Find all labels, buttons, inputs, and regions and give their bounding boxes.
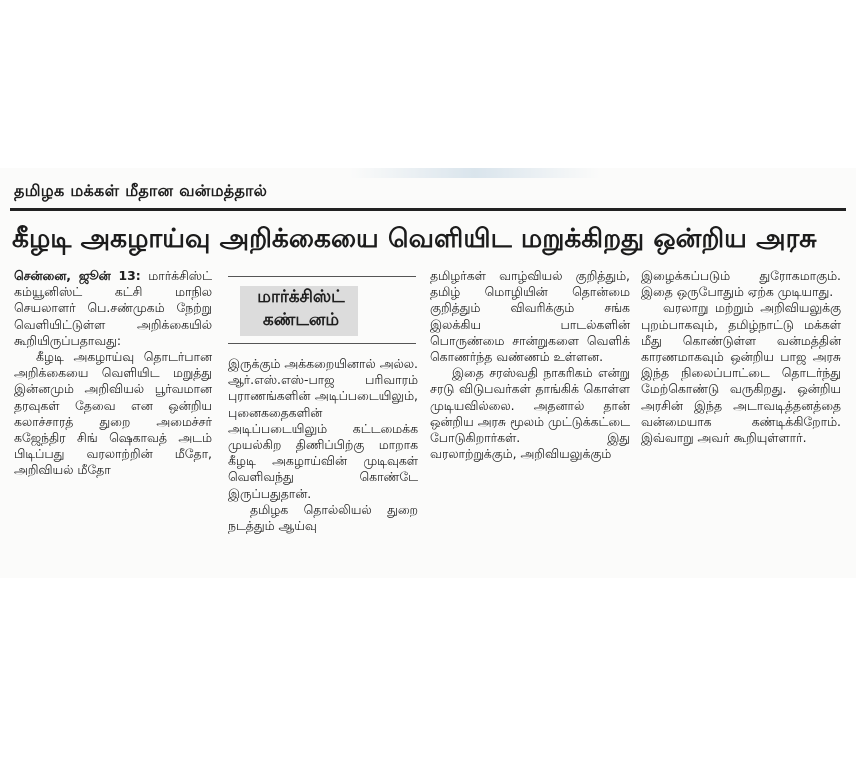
highlight-box bbox=[228, 276, 416, 344]
intro-text: மார்க்சிஸ்ட் கம்யூனிஸ்ட் கட்சி மாநில செயலாளர் பெ.சண்முகம் நேற்று வெளியிட்டுள்ள அறிக்கையில் கூறியிருப்பதாவது: bbox=[14, 268, 212, 348]
paragraph-3: இருக்கும் அக்கறையினால் அல்ல. ஆர்.எஸ்.எஸ்-பாஜ பரிவாரம் புராணங்களின் அடிப்படையிலும், புனைகதைகளின் அடிப்படையிலும் கட்டமைக்க முயல்கிற திணிப்பிற்கு மாறாக கீழடி அகழாய்வின் முடிவுகள் வெளிவந்து கொண்டே இருப்பதுதான். bbox=[228, 356, 418, 501]
column-2 bbox=[228, 356, 418, 534]
paragraph-2: கீழடி அகழாய்வு தொடர்பான அறிக்கையை வெளியிட மறுத்து இன்னமும் அறிவியல் பூர்வமான தரவுகள் தேவை என ஒன்றிய கலாச்சாரத் துறை அமைச்சர் கஜேந்திர சிங் ஷெகாவத் அடம் பிடிப்பது வரலாற்றின் மீதோ, அறிவியல் மீதோ bbox=[14, 349, 212, 478]
paragraph-4: தமிழக தொல்லியல் துறை நடத்தும் ஆய்வு bbox=[228, 501, 418, 534]
headline: கீழடி அகழாய்வு அறிக்கையை வெளியிட மறுக்கிறது ஒன்றிய அரசு bbox=[12, 224, 817, 254]
paragraph-6: இதை சரஸ்வதி நாகரிகம் என்று சரடு விடுபவர்கள் தாங்கிக் கொள்ள முடியவில்லை. அதனால் தான் ஒன்றிய அரசு மூலம் முட்டுக்கட்டை போடுகிறார்கள். இது வரலாற்றுக்கும், அறிவியலுக்கும் bbox=[430, 365, 630, 462]
column-4 bbox=[641, 268, 841, 446]
paragraph-7: இழைக்கப்படும் துரோகமாகும். இதை ஒருபோதும் ஏற்க முடியாது. bbox=[641, 268, 841, 300]
kicker-line: தமிழக மக்கள் மீதான வன்மத்தால் bbox=[14, 181, 268, 200]
dateline: சென்னை, ஜூன் 13: bbox=[14, 268, 141, 283]
scan-smudge bbox=[350, 168, 600, 178]
paragraph-1 bbox=[14, 268, 212, 349]
paragraph-8: வரலாறு மற்றும் அறிவியலுக்கு புறம்பாகவும், தமிழ்நாட்டு மக்கள் மீது கொண்டுள்ள வன்மத்தின் காரணமாகவும் ஒன்றிய பாஜ அரசு இந்த நிலைப்பாட்டை தொடர்ந்து மேற்கொண்டு வருகிறது. ஒன்றிய அரசின் இந்த அடாவடித்தனத்தை வன்மையாக கண்டிக்கிறோம். இவ்வாறு அவர் கூறியுள்ளார். bbox=[641, 300, 841, 446]
paragraph-5: தமிழர்கள் வாழ்வியல் குறித்தும், தமிழ் மொழியின் தொன்மை குறித்தும் விவரிக்கும் சங்க இலக்கிய பாடல்களின் பொருண்மை சான்றுகளை வெளிக் கொணர்ந்த வண்ணம் உள்ளன. bbox=[430, 268, 630, 365]
kicker-rule-divider bbox=[10, 208, 846, 211]
column-3 bbox=[430, 268, 630, 462]
column-1 bbox=[14, 268, 212, 479]
highlight-box-label: மார்க்சிஸ்ட் கண்டனம் bbox=[257, 287, 345, 330]
